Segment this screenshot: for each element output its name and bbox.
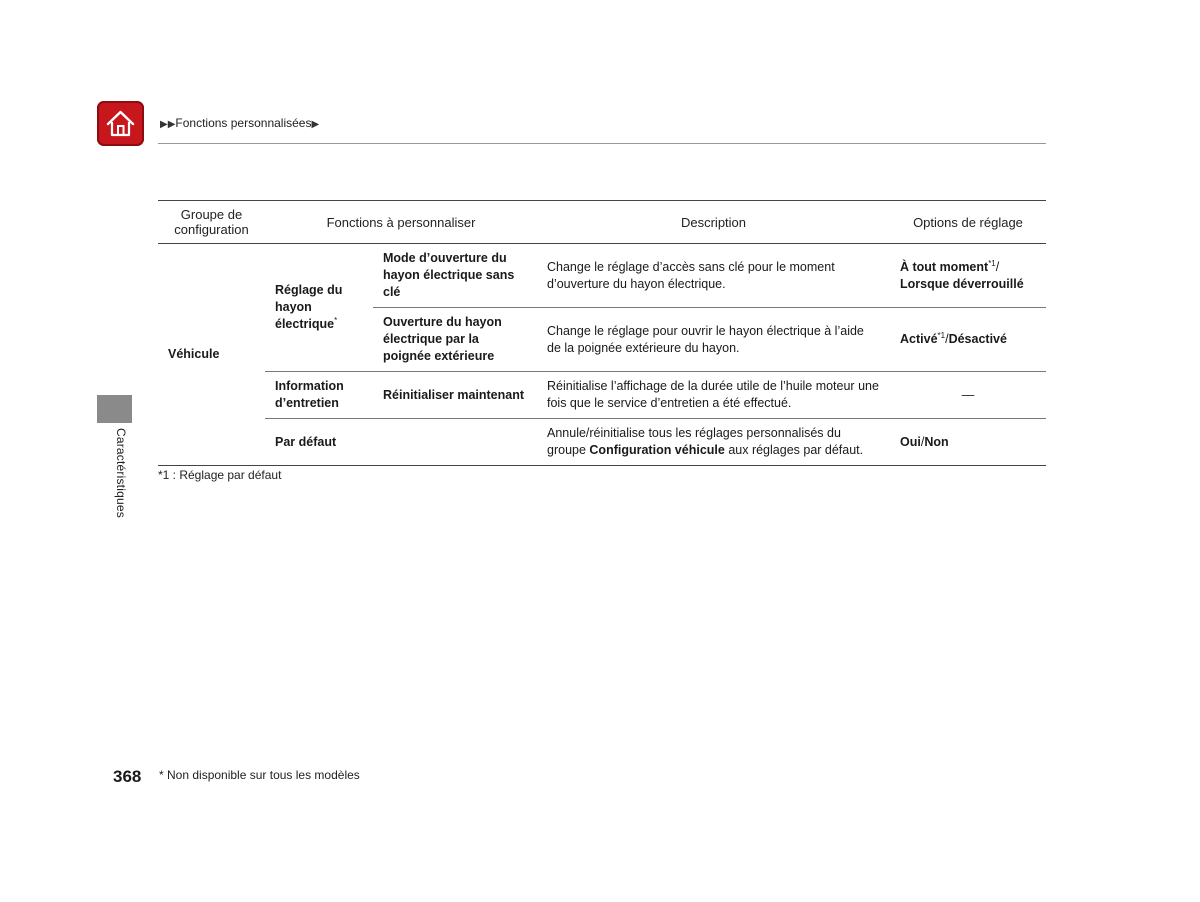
options-cell	[890, 419, 1046, 466]
table-row	[158, 244, 1046, 308]
option-separator: /	[945, 332, 949, 346]
option-separator: /	[995, 259, 1000, 274]
option-label: Désactivé	[948, 332, 1007, 346]
feature-cell	[265, 244, 373, 372]
subfeature-cell-empty	[373, 419, 537, 466]
section-tab-marker[interactable]	[97, 395, 132, 423]
option-label: Non	[924, 434, 949, 449]
section-label: Caractéristiques	[114, 428, 128, 518]
option-label: Oui	[900, 434, 921, 449]
description-text: aux réglages par défaut.	[724, 443, 864, 457]
description-cell: Change le réglage pour ouvrir le hayon électrique à l’aide de la poignée extérieure du hayon.	[537, 308, 890, 372]
header-functions: Fonctions à personnaliser	[265, 201, 537, 244]
subfeature-cell: Ouverture du hayon électrique par la poignée extérieure	[373, 308, 537, 372]
description-cell: Réinitialise l’affichage de la durée utile de l’huile moteur une fois que le service d’entretien a été effectué.	[537, 372, 890, 419]
description-cell: Change le réglage d’accès sans clé pour le moment d’ouverture du hayon électrique.	[537, 244, 890, 308]
header-options: Options de réglage	[890, 201, 1046, 244]
table-row	[158, 419, 1046, 466]
home-icon	[104, 107, 137, 140]
table-header-row	[158, 201, 1046, 244]
feature-mark: *	[334, 315, 338, 325]
header-group: Groupe de configuration	[158, 201, 265, 244]
options-cell	[890, 244, 1046, 308]
options-cell	[890, 308, 1046, 372]
description-cell	[537, 419, 890, 466]
options-cell: —	[890, 372, 1046, 419]
option-mark: *1	[937, 330, 946, 340]
option-mark: *1	[988, 258, 996, 268]
group-cell: Véhicule	[158, 244, 265, 466]
feature-cell: Information d’entretien	[265, 372, 373, 419]
breadcrumb-arrow-icon: ▶	[311, 119, 320, 130]
option-label: À tout moment	[900, 259, 989, 274]
feature-cell: Par défaut	[265, 419, 373, 466]
subfeature-cell: Mode d’ouverture du hayon électrique sans clé	[373, 244, 537, 308]
breadcrumb	[160, 116, 319, 130]
breadcrumb-arrows-icon: ▶▶	[160, 119, 176, 130]
availability-note: * Non disponible sur tous les modèles	[159, 768, 360, 782]
home-button[interactable]	[97, 101, 144, 146]
page-number: 368	[113, 767, 142, 786]
feature-label: Réglage du hayon électrique	[275, 283, 343, 331]
breadcrumb-link[interactable]: Fonctions personnalisées	[175, 116, 312, 130]
table-row	[158, 372, 1046, 419]
header-divider	[158, 143, 1046, 144]
settings-table	[158, 200, 1046, 466]
option-separator: /	[920, 434, 925, 449]
description-emphasis: Configuration véhicule	[589, 443, 725, 457]
header-description: Description	[537, 201, 890, 244]
description-text: Annule/réinitialise tous les réglages personnalisés du groupe	[547, 426, 841, 457]
subfeature-cell: Réinitialiser maintenant	[373, 372, 537, 419]
default-footnote: *1 : Réglage par défaut	[158, 468, 282, 482]
option-label: Activé	[900, 332, 938, 346]
option-label: Lorsque déverrouillé	[900, 276, 1024, 291]
